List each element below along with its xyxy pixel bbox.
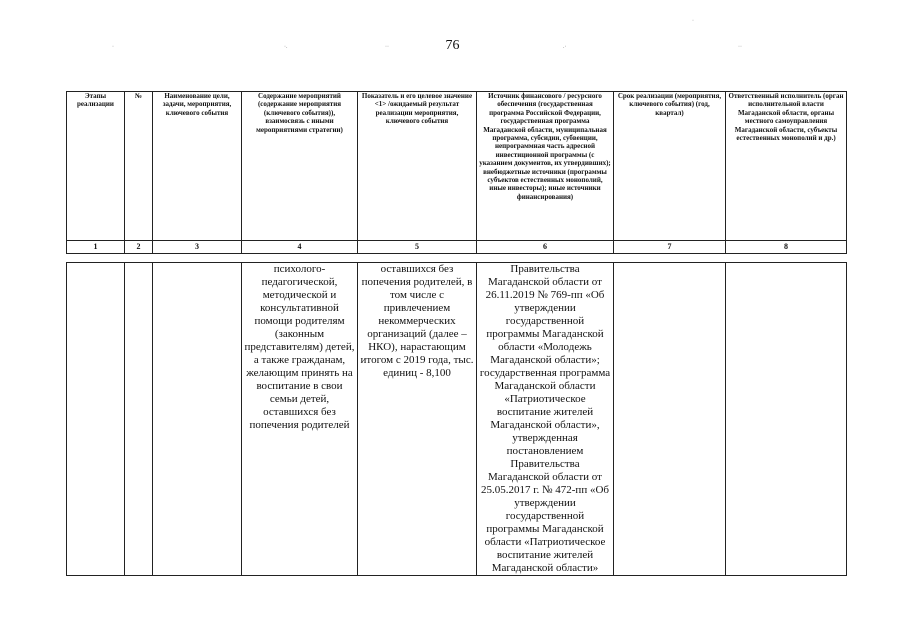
spacer-cell	[67, 254, 125, 263]
spacer-row	[67, 254, 847, 263]
column-number-row	[67, 241, 847, 254]
spacer-cell	[125, 254, 153, 263]
scan-noise: ·.	[284, 44, 288, 50]
cell-number	[125, 263, 153, 576]
header-responsible: Ответственный исполнитель (орган исполнительной власти Магаданской области, органы местного самоуправления Магаданской области, субъекты естественных монополий и др.)	[726, 92, 847, 241]
header-number: №	[125, 92, 153, 241]
column-number: 6	[477, 241, 614, 254]
cell-responsible	[726, 263, 847, 576]
header-goal-name: Наименование цели, задачи, мероприятия, ключевого события	[153, 92, 242, 241]
scan-noise: ·	[692, 18, 694, 24]
spacer-cell	[242, 254, 358, 263]
cell-indicator: оставшихся без попечения родителей, в том числе с привлечением некоммерческих организаций (далее – НКО), нарастающим итогом с 2019 года, тыс. единиц - 8,100	[358, 263, 477, 576]
header-funding-source: Источник финансового / ресурсного обеспечения (государственная программа Российской Федерации, государственная программа Магаданской области, муниципальная программа, субсидии, субвенции, непрограммная часть адресной инвестиционной программы (с указанием документов, их утвердивших); внебюджетные источники (программы субъектов естественных монополий, иные инвесторы); иные источники финансирования)	[477, 92, 614, 241]
spacer-cell	[614, 254, 726, 263]
cell-funding-source: Правительства Магаданской области от 26.11.2019 № 769-пп «Об утверждении государственной программы Магаданской области «Молодежь Магаданской области»; государственная программа Магаданской области «Патриотическое воспитание жителей Магаданской области», утвержденная постановлением Правительства Магаданской области от 25.05.2017 г. № 472-пп «Об утверждении государственной программы Магаданской области «Патриотическое воспитание жителей Магаданской области»	[477, 263, 614, 576]
column-number: 7	[614, 241, 726, 254]
header-stages: Этапы реализации	[67, 92, 125, 241]
scan-noise: ··	[385, 44, 389, 50]
column-number: 1	[67, 241, 125, 254]
cell-goal-name	[153, 263, 242, 576]
strategy-plan-table	[66, 91, 847, 576]
header-deadline: Срок реализации (мероприятия, ключевого события) (год, квартал)	[614, 92, 726, 241]
spacer-cell	[477, 254, 614, 263]
header-row	[67, 92, 847, 241]
spacer-cell	[358, 254, 477, 263]
page-number: 76	[445, 38, 460, 53]
scan-noise: .·	[563, 44, 567, 50]
table-row	[67, 263, 847, 576]
cell-deadline	[614, 263, 726, 576]
column-number: 8	[726, 241, 847, 254]
spacer-cell	[726, 254, 847, 263]
header-indicator: Показатель и его целевое значение <1> /ожидаемый результат реализации мероприятия, ключевого события	[358, 92, 477, 241]
spacer-cell	[153, 254, 242, 263]
cell-stages	[67, 263, 125, 576]
header-content: Содержание мероприятий (содержание мероприятия (ключевого события)), взаимосвязь с иными мероприятиями стратегии)	[242, 92, 358, 241]
column-number: 5	[358, 241, 477, 254]
column-number: 2	[125, 241, 153, 254]
column-number: 3	[153, 241, 242, 254]
scan-noise: ·	[112, 44, 114, 50]
scan-noise: ··	[738, 44, 742, 50]
column-number: 4	[242, 241, 358, 254]
cell-content: психолого-педагогической, методической и консультативной помощи родителям (законным представителям) детей, а также гражданам, желающим принять на воспитание в свои семьи детей, оставшихся без попечения родителей	[242, 263, 358, 576]
